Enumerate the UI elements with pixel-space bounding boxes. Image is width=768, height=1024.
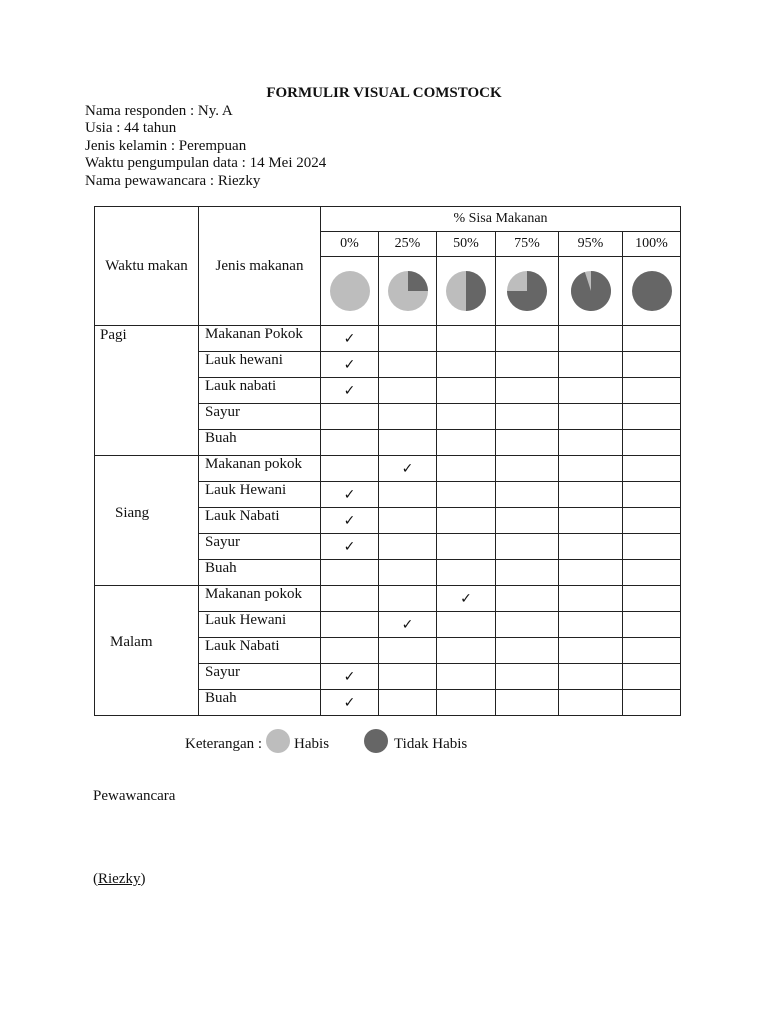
empty-cell [437, 430, 496, 456]
food-item-cell: Makanan pokok [199, 586, 321, 612]
empty-cell [379, 534, 437, 560]
meal-time-cell [95, 456, 199, 586]
meal-time-label: Malam [110, 634, 153, 650]
empty-cell [379, 482, 437, 508]
empty-cell [379, 508, 437, 534]
percent-header: 95% [559, 232, 623, 257]
check-mark-icon: ✓ [321, 352, 379, 378]
empty-cell [559, 560, 623, 586]
percent-header: 25% [379, 232, 437, 257]
habis-swatch-icon [266, 729, 290, 753]
empty-cell [559, 404, 623, 430]
table-row [95, 586, 681, 612]
empty-cell [559, 638, 623, 664]
empty-cell [496, 352, 559, 378]
legend-tidak-habis-label: Tidak Habis [394, 735, 468, 752]
food-item-cell: Lauk Nabati [199, 638, 321, 664]
info-line-respondent: Nama responden : Ny. A [85, 103, 233, 119]
info-line-gender: Jenis kelamin : Perempuan [85, 137, 247, 154]
food-item-cell: Sayur [199, 534, 321, 560]
food-item-cell: Lauk hewani [199, 352, 321, 378]
plate-icon [321, 257, 379, 326]
empty-cell [437, 378, 496, 404]
check-mark-icon: ✓ [321, 482, 379, 508]
waktu-makan-header: Waktu makan [95, 207, 199, 326]
food-item-cell: Makanan pokok [199, 456, 321, 482]
empty-cell [623, 482, 681, 508]
document-title: FORMULIR VISUAL COMSTOCK [266, 85, 502, 101]
legend [185, 735, 467, 753]
empty-cell [437, 534, 496, 560]
empty-cell [623, 326, 681, 352]
empty-cell [379, 690, 437, 716]
empty-cell [559, 664, 623, 690]
empty-cell [321, 560, 379, 586]
food-item-cell: Sayur [199, 404, 321, 430]
empty-cell [437, 352, 496, 378]
empty-cell [623, 612, 681, 638]
empty-cell [437, 326, 496, 352]
empty-cell [321, 404, 379, 430]
info-line-date: Waktu pengumpulan data : 14 Mei 2024 [85, 155, 327, 172]
check-mark-icon: ✓ [321, 326, 379, 352]
check-mark-icon: ✓ [321, 690, 379, 716]
plate-icon [379, 257, 437, 326]
empty-cell [623, 352, 681, 378]
check-mark-icon: ✓ [321, 378, 379, 404]
empty-cell [379, 326, 437, 352]
empty-cell [559, 430, 623, 456]
empty-cell [559, 482, 623, 508]
empty-cell [437, 664, 496, 690]
signature-name: Riezky [98, 871, 141, 887]
empty-cell [623, 430, 681, 456]
meal-time-label: Pagi [100, 327, 127, 343]
empty-cell [559, 352, 623, 378]
check-mark-icon: ✓ [321, 664, 379, 690]
empty-cell [559, 690, 623, 716]
tidak-habis-swatch-icon [364, 729, 388, 753]
empty-cell [496, 586, 559, 612]
empty-cell [437, 638, 496, 664]
plate-icon [623, 257, 681, 326]
empty-cell [496, 664, 559, 690]
respondent-info [85, 103, 326, 190]
plate-icon [437, 257, 496, 326]
check-mark-icon: ✓ [321, 508, 379, 534]
empty-cell [321, 456, 379, 482]
sisa-makanan-header: % Sisa Makanan [321, 207, 681, 232]
percent-header: 50% [437, 232, 496, 257]
empty-cell [379, 404, 437, 430]
empty-cell [437, 560, 496, 586]
empty-cell [437, 508, 496, 534]
legend-habis-label: Habis [294, 735, 330, 752]
empty-cell [623, 638, 681, 664]
percent-header: 100% [623, 232, 681, 257]
check-mark-icon: ✓ [321, 534, 379, 560]
empty-cell [623, 560, 681, 586]
empty-cell [496, 534, 559, 560]
empty-cell [321, 586, 379, 612]
empty-cell [437, 404, 496, 430]
meal-time-cell [95, 586, 199, 716]
percent-header: 0% [321, 232, 379, 257]
empty-cell [559, 534, 623, 560]
empty-cell [623, 378, 681, 404]
food-item-cell: Buah [199, 430, 321, 456]
table-row [95, 326, 681, 352]
check-mark-icon: ✓ [379, 456, 437, 482]
empty-cell [496, 326, 559, 352]
empty-cell [559, 508, 623, 534]
check-mark-icon: ✓ [437, 586, 496, 612]
empty-cell [496, 456, 559, 482]
empty-cell [496, 404, 559, 430]
signature-role: Pewawancara [93, 788, 176, 804]
signature-close-paren: ) [140, 871, 146, 887]
food-item-cell: Lauk Hewani [199, 612, 321, 638]
empty-cell [623, 508, 681, 534]
empty-cell [623, 586, 681, 612]
empty-cell [496, 378, 559, 404]
food-item-cell: Makanan Pokok [199, 326, 321, 352]
empty-cell [379, 664, 437, 690]
check-mark-icon: ✓ [379, 612, 437, 638]
empty-cell [559, 456, 623, 482]
plate-icon [559, 257, 623, 326]
empty-cell [321, 638, 379, 664]
jenis-makanan-header: Jenis makanan [199, 207, 321, 326]
empty-cell [437, 612, 496, 638]
empty-cell [559, 378, 623, 404]
empty-cell [437, 690, 496, 716]
empty-cell [379, 430, 437, 456]
comstock-table [94, 206, 681, 716]
food-item-cell: Sayur [199, 664, 321, 690]
food-item-cell: Lauk nabati [199, 378, 321, 404]
info-line-interviewer: Nama pewawancara : Riezky [85, 172, 261, 189]
empty-cell [623, 664, 681, 690]
empty-cell [559, 612, 623, 638]
empty-cell [496, 638, 559, 664]
meal-time-cell [95, 326, 199, 456]
food-item-cell: Lauk Nabati [199, 508, 321, 534]
empty-cell [379, 638, 437, 664]
percent-header: 75% [496, 232, 559, 257]
empty-cell [379, 560, 437, 586]
empty-cell [321, 612, 379, 638]
empty-cell [623, 690, 681, 716]
food-item-cell: Lauk Hewani [199, 482, 321, 508]
food-item-cell: Buah [199, 560, 321, 586]
empty-cell [496, 560, 559, 586]
empty-cell [496, 508, 559, 534]
empty-cell [496, 612, 559, 638]
empty-cell [559, 586, 623, 612]
empty-cell [496, 690, 559, 716]
empty-cell [437, 482, 496, 508]
plate-icon [496, 257, 559, 326]
info-line-age: Usia : 44 tahun [85, 120, 177, 137]
empty-cell [623, 534, 681, 560]
empty-cell [623, 404, 681, 430]
legend-prefix: Keterangan : [185, 735, 263, 752]
table-row [95, 456, 681, 482]
meal-time-label: Siang [115, 505, 150, 521]
empty-cell [379, 378, 437, 404]
empty-cell [437, 456, 496, 482]
signature-block [93, 871, 146, 888]
empty-cell [379, 352, 437, 378]
empty-cell [379, 586, 437, 612]
food-item-cell: Buah [199, 690, 321, 716]
empty-cell [496, 430, 559, 456]
empty-cell [623, 456, 681, 482]
empty-cell [496, 482, 559, 508]
empty-cell [559, 326, 623, 352]
empty-cell [321, 430, 379, 456]
signature-open-paren: ( [93, 871, 98, 887]
